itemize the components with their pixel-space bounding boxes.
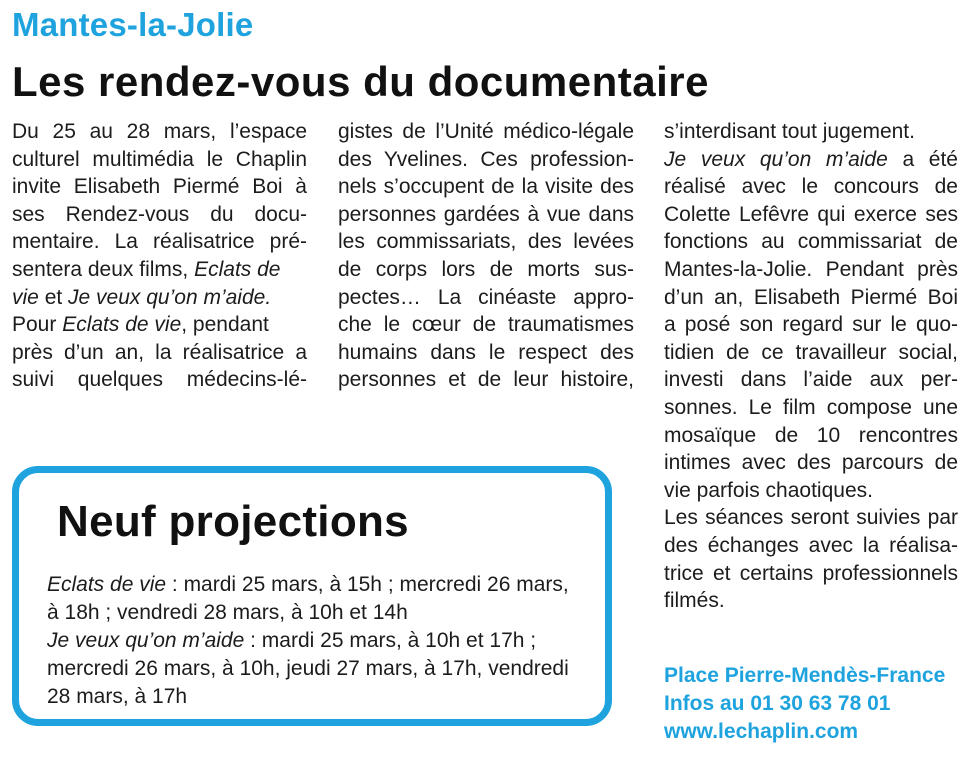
text-line: mosaïque de 10 rencontres [664, 423, 958, 447]
text-line [12, 311, 307, 339]
text-line: personnes et de leur histoire, [338, 368, 634, 392]
text-line: investi dans l’aide aux per- [664, 368, 958, 392]
projections-box [12, 466, 612, 726]
text-line: culturel multimédia le Chaplin [12, 147, 307, 171]
text-line: les commissariats, des levées [338, 230, 634, 254]
text-line: réalisé avec le concours de [664, 175, 958, 199]
schedule-line: à 18h ; vendredi 28 mars, à 10h et 14h [47, 601, 408, 624]
film-title: Je veux qu’on m’aide [47, 629, 245, 652]
text-line: filmés. [664, 589, 725, 613]
film-title: Je veux qu’on m’aide. [68, 285, 272, 309]
phone: Infos au 01 30 63 78 01 [664, 692, 891, 715]
text-line: pectes… La cinéaste appro- [338, 285, 634, 309]
box-body [47, 571, 597, 711]
text-line: mentaire. La réalisatrice pré- [12, 230, 307, 254]
article-column-3 [664, 118, 958, 615]
text-line: des Yvelines. Ces profession- [338, 147, 634, 171]
text-line: vie parfois chaotiques. [664, 478, 873, 502]
text-line: a posé son regard sur le quo- [664, 313, 958, 337]
text-line: gistes de l’Unité médico-légale [338, 120, 634, 143]
film-title: Je veux qu’on m’aide [664, 147, 888, 171]
text-line: ses Rendez-vous du docu- [12, 202, 307, 226]
headline: Les rendez-vous du documentaire [12, 58, 709, 105]
schedule-line: mercredi 26 mars, à 10h, jeudi 27 mars, à 17h, vendredi [47, 657, 569, 680]
film-title: Eclats de vie [62, 313, 182, 337]
text-line: sonnes. Le film compose une [664, 395, 958, 419]
text-line: Mantes-la-Jolie. Pendant près [664, 257, 958, 281]
article-column-1 [12, 118, 307, 394]
text-line: des échanges avec la réalisa- [664, 533, 958, 557]
film-title: Eclats de vie [47, 573, 167, 596]
text-line: fonctions au commissariat de [664, 230, 958, 254]
text-line: tidien de ce travailleur social, [664, 340, 958, 364]
schedule-line [47, 627, 597, 655]
text-line: d’un an, Elisabeth Piermé Boi [664, 285, 958, 309]
text-line: Les séances seront suivies par [664, 506, 958, 530]
box-title: Neuf projections [57, 497, 409, 546]
text-line: Du 25 au 28 mars, l’espace [12, 120, 307, 143]
text-line: che le cœur de traumatismes [338, 313, 634, 337]
text-line: près d’un an, la réalisatrice a [12, 340, 307, 364]
text-run: : mardi 25 mars, à 15h ; mercredi 26 mars, [166, 573, 569, 596]
film-title: vie [12, 285, 39, 309]
text-line [664, 146, 958, 174]
text-line: nels s’occupent de la visite des [338, 175, 634, 199]
schedule-line [47, 571, 597, 599]
text-line: Colette Lefêvre qui exerce ses [664, 202, 958, 226]
kicker: Mantes-la-Jolie [12, 6, 254, 43]
text-line: invite Elisabeth Piermé Boi à [12, 175, 307, 199]
text-line [12, 256, 307, 284]
article-column-2 [338, 118, 634, 394]
address: Place Pierre-Mendès-France [664, 664, 946, 687]
text-line: de corps lors de morts sus- [338, 257, 634, 281]
text-run: Pour [12, 313, 63, 337]
text-run: et [38, 285, 69, 309]
text-run: , pendant [181, 313, 269, 337]
text-line [12, 284, 307, 312]
text-line: personnes gardées à vue dans [338, 202, 634, 226]
text-line: suivi quelques médecins-lé- [12, 368, 307, 392]
text-run: a été [887, 147, 958, 171]
film-title: Eclats de [194, 257, 281, 281]
text-run: : mardi 25 mars, à 10h et 17h ; [244, 629, 537, 652]
text-line: intimes avec des parcours de [664, 451, 958, 475]
text-line: s’interdisant tout jugement. [664, 120, 915, 143]
text-run: sentera deux films, [12, 257, 195, 281]
text-line: humains dans le respect des [338, 340, 634, 364]
contact-info [664, 662, 945, 746]
website-link[interactable]: www.lechaplin.com [664, 720, 859, 743]
schedule-line: 28 mars, à 17h [47, 685, 188, 708]
text-line: trice et certains professionnels [664, 561, 958, 585]
